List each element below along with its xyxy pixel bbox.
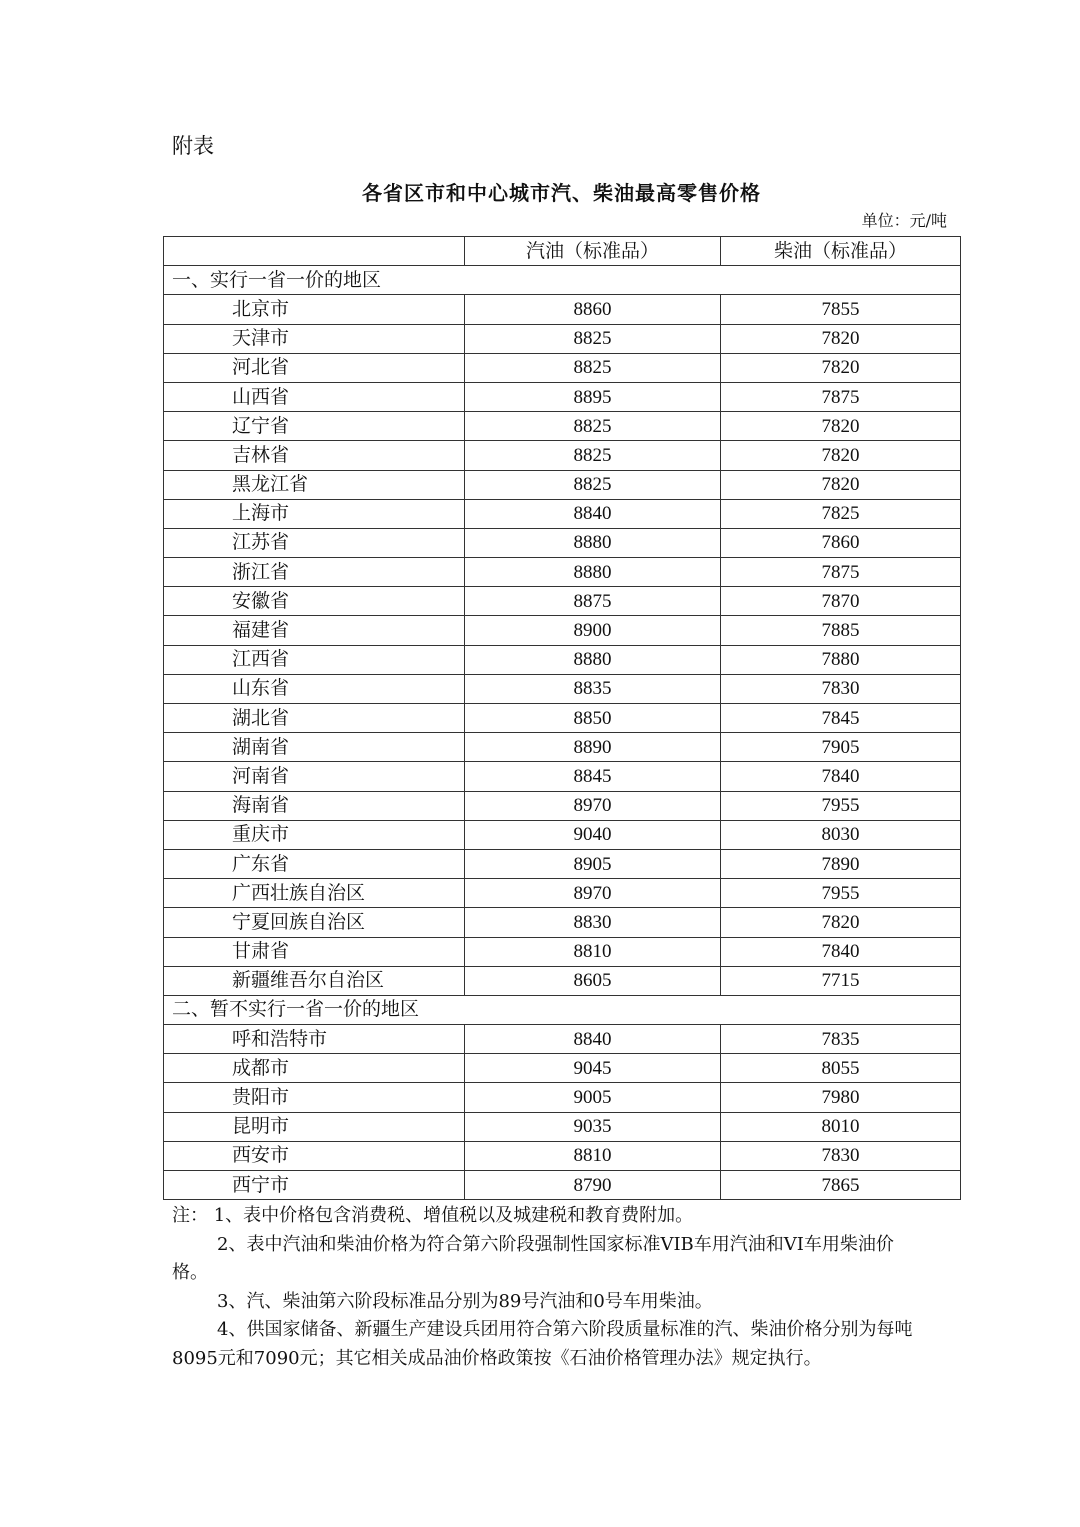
table-row — [164, 1171, 961, 1200]
diesel-price: 7865 — [721, 1171, 961, 1200]
gasoline-price: 8880 — [465, 528, 721, 557]
gasoline-price: 8970 — [465, 791, 721, 820]
diesel-price: 8010 — [721, 1112, 961, 1141]
table-row — [164, 704, 961, 733]
note-2-line-2: 格。 — [172, 1262, 208, 1283]
unit-label: 单位：元/吨 — [861, 211, 947, 230]
table-row — [164, 1054, 961, 1083]
table-row — [164, 412, 961, 441]
note-1: 注： 1、表中价格包含消费税、增值税以及城建税和教育费附加。 — [172, 1205, 694, 1226]
table-row — [164, 587, 961, 616]
section-heading: 一、实行一省一价的地区 — [164, 266, 961, 295]
gasoline-price: 8875 — [465, 587, 721, 616]
note-3: 3、汽、柴油第六阶段标准品分别为89号汽油和0号车用柴油。 — [217, 1290, 713, 1312]
table-row — [164, 937, 961, 966]
table-row — [164, 674, 961, 703]
gasoline-price: 8895 — [465, 382, 721, 411]
gasoline-price: 8825 — [465, 441, 721, 470]
gasoline-price: 8905 — [465, 849, 721, 878]
region-name: 海南省 — [164, 791, 465, 820]
diesel-price: 7820 — [721, 470, 961, 499]
diesel-price: 7890 — [721, 849, 961, 878]
diesel-price: 7855 — [721, 295, 961, 324]
gasoline-price: 8605 — [465, 966, 721, 995]
section-heading: 二、暂不实行一省一价的地区 — [164, 995, 961, 1024]
region-name: 新疆维吾尔自治区 — [164, 966, 465, 995]
table-row — [164, 470, 961, 499]
price-table — [163, 236, 961, 1200]
region-name: 天津市 — [164, 324, 465, 353]
region-name: 上海市 — [164, 499, 465, 528]
region-name: 呼和浩特市 — [164, 1025, 465, 1054]
gasoline-price: 8840 — [465, 1025, 721, 1054]
table-row — [164, 733, 961, 762]
table-row — [164, 820, 961, 849]
note-4-line-1: 4、供国家储备、新疆生产建设兵团用符合第六阶段质量标准的汽、柴油价格分别为每吨 — [217, 1319, 913, 1340]
table-row — [164, 966, 961, 995]
diesel-price: 7820 — [721, 908, 961, 937]
region-name: 贵阳市 — [164, 1083, 465, 1112]
diesel-price: 7830 — [721, 1141, 961, 1170]
table-row — [164, 762, 961, 791]
gasoline-price: 8845 — [465, 762, 721, 791]
table-row — [164, 849, 961, 878]
gasoline-price: 8860 — [465, 295, 721, 324]
gasoline-price: 8890 — [465, 733, 721, 762]
gasoline-price: 8790 — [465, 1171, 721, 1200]
gasoline-price: 8825 — [465, 470, 721, 499]
diesel-price: 7955 — [721, 791, 961, 820]
gasoline-price: 8970 — [465, 879, 721, 908]
diesel-price: 7840 — [721, 762, 961, 791]
diesel-price: 7820 — [721, 441, 961, 470]
table-row — [164, 528, 961, 557]
gasoline-price: 8850 — [465, 704, 721, 733]
table-row — [164, 295, 961, 324]
table-row — [164, 353, 961, 382]
table-row — [164, 441, 961, 470]
gasoline-price: 8835 — [465, 674, 721, 703]
region-name: 西安市 — [164, 1141, 465, 1170]
diesel-price: 7845 — [721, 704, 961, 733]
gasoline-price: 9005 — [465, 1083, 721, 1112]
gasoline-price: 8880 — [465, 558, 721, 587]
column-header-gasoline: 汽油（标准品） — [465, 237, 721, 266]
region-name: 江西省 — [164, 645, 465, 674]
diesel-price: 7820 — [721, 412, 961, 441]
diesel-price: 7825 — [721, 499, 961, 528]
section-row — [164, 266, 961, 295]
gasoline-price: 8825 — [465, 324, 721, 353]
region-name: 福建省 — [164, 616, 465, 645]
diesel-price: 7830 — [721, 674, 961, 703]
region-name: 辽宁省 — [164, 412, 465, 441]
diesel-price: 8030 — [721, 820, 961, 849]
region-name: 山西省 — [164, 382, 465, 411]
region-name: 河南省 — [164, 762, 465, 791]
region-name: 安徽省 — [164, 587, 465, 616]
gasoline-price: 8880 — [465, 645, 721, 674]
gasoline-price: 9040 — [465, 820, 721, 849]
gasoline-price: 9035 — [465, 1112, 721, 1141]
column-header-diesel: 柴油（标准品） — [721, 237, 961, 266]
region-name: 吉林省 — [164, 441, 465, 470]
table-header-row — [164, 237, 961, 266]
region-name: 昆明市 — [164, 1112, 465, 1141]
diesel-price: 7875 — [721, 558, 961, 587]
table-row — [164, 1112, 961, 1141]
region-name: 宁夏回族自治区 — [164, 908, 465, 937]
region-name: 甘肃省 — [164, 937, 465, 966]
table-body — [164, 266, 961, 1200]
table-row — [164, 499, 961, 528]
table-row — [164, 616, 961, 645]
gasoline-price: 9045 — [465, 1054, 721, 1083]
gasoline-price: 8825 — [465, 353, 721, 382]
diesel-price: 7820 — [721, 353, 961, 382]
note-2-line-1: 2、表中汽油和柴油价格为符合第六阶段强制性国家标准VIB车用汽油和VI车用柴油价 — [217, 1233, 894, 1255]
diesel-price: 7715 — [721, 966, 961, 995]
region-name: 湖北省 — [164, 704, 465, 733]
section-row — [164, 995, 961, 1024]
region-name: 湖南省 — [164, 733, 465, 762]
diesel-price: 7885 — [721, 616, 961, 645]
gasoline-price: 8825 — [465, 412, 721, 441]
column-header-region — [164, 237, 465, 266]
diesel-price: 7835 — [721, 1025, 961, 1054]
table-row — [164, 908, 961, 937]
table-row — [164, 645, 961, 674]
region-name: 广西壮族自治区 — [164, 879, 465, 908]
table-row — [164, 382, 961, 411]
table-row — [164, 324, 961, 353]
note-4-line-2: 8095元和7090元；其它相关成品油价格政策按《石油价格管理办法》规定执行。 — [172, 1347, 822, 1369]
gasoline-price: 8840 — [465, 499, 721, 528]
table-row — [164, 558, 961, 587]
table-row — [164, 1083, 961, 1112]
table-row — [164, 1025, 961, 1054]
region-name: 重庆市 — [164, 820, 465, 849]
diesel-price: 7875 — [721, 382, 961, 411]
gasoline-price: 8810 — [465, 1141, 721, 1170]
region-name: 北京市 — [164, 295, 465, 324]
region-name: 河北省 — [164, 353, 465, 382]
diesel-price: 7820 — [721, 324, 961, 353]
diesel-price: 7980 — [721, 1083, 961, 1112]
region-name: 黑龙江省 — [164, 470, 465, 499]
diesel-price: 8055 — [721, 1054, 961, 1083]
diesel-price: 7905 — [721, 733, 961, 762]
diesel-price: 7880 — [721, 645, 961, 674]
gasoline-price: 8900 — [465, 616, 721, 645]
table-row — [164, 879, 961, 908]
notes — [172, 1202, 952, 1373]
region-name: 广东省 — [164, 849, 465, 878]
document-title: 各省区市和中心城市汽、柴油最高零售价格 — [362, 181, 761, 205]
diesel-price: 7870 — [721, 587, 961, 616]
diesel-price: 7955 — [721, 879, 961, 908]
table-row — [164, 1141, 961, 1170]
region-name: 浙江省 — [164, 558, 465, 587]
region-name: 江苏省 — [164, 528, 465, 557]
gasoline-price: 8830 — [465, 908, 721, 937]
diesel-price: 7860 — [721, 528, 961, 557]
region-name: 山东省 — [164, 674, 465, 703]
table-row — [164, 791, 961, 820]
gasoline-price: 8810 — [465, 937, 721, 966]
region-name: 成都市 — [164, 1054, 465, 1083]
diesel-price: 7840 — [721, 937, 961, 966]
appendix-label: 附表 — [172, 134, 214, 158]
region-name: 西宁市 — [164, 1171, 465, 1200]
